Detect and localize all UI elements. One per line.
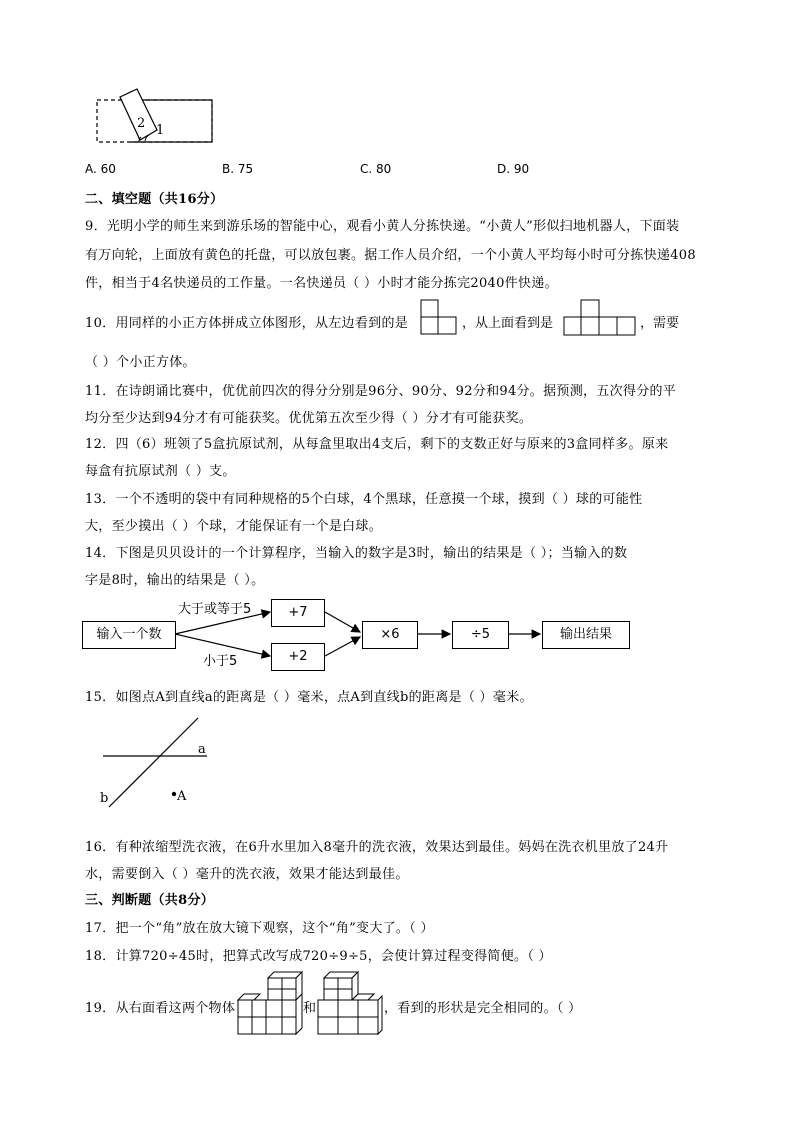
q17-line1: 17．把一个“角”放在放大镜下观察，这个“角”变大了。（ ） (85, 921, 434, 936)
flow-plus2-box: +2 (271, 643, 325, 671)
option-b: B. 75 (222, 162, 254, 176)
q12-line2: 每盒有抗原试剂（ ）支。 (85, 464, 236, 479)
section-heading-fill-in: 二、填空题（共16分） (85, 192, 224, 207)
flow-output-box: 输出结果 (542, 621, 630, 649)
cube-object-left (236, 970, 304, 1036)
q9-line1: 9．光明小学的师生来到游乐场的智能中心，观看小黄人分拣快递。“小黄人”形似扫地机器人，下面装 (85, 219, 680, 234)
angle-label-2: 2 (137, 116, 146, 131)
q9-line2: 有万向轮，上面放有黄色的托盘，可以放包裹。据工作人员介绍，一个小黄人平均每小时可分拣快递408 (85, 248, 696, 263)
section-heading-judge: 三、判断题（共8分） (85, 893, 215, 908)
line-b-label: b (100, 791, 109, 806)
flow-upper-label: 大于或等于5 (178, 602, 252, 617)
q18-line1: 18．计算720÷45时，把算式改写成720÷9÷5，会使计算过程变得简便。（ ） (85, 949, 552, 964)
q12-line1: 12．四（6）班领了5盒抗原试剂，从每盒里取出4支后，剩下的支数正好与原来的3盒同样多。原来 (85, 437, 669, 452)
q16-line2: 水，需要倒入（ ）毫升的洗衣液，效果才能达到最佳。 (85, 867, 409, 882)
cube-object-right (316, 970, 384, 1036)
q11-line2: 均分至少达到94分才有可能获奖。优优第五次至少得（ ）分才有可能获奖。 (85, 411, 533, 426)
q15-line1: 15．如图点A到直线a的距离是（ ）毫米，点A到直线b的距离是（ ）毫米。 (85, 690, 533, 705)
flow-lower-label: 小于5 (203, 654, 238, 669)
angle-label-1: 1 (156, 123, 165, 138)
q13-line1: 13．一个不透明的袋中有同种规格的5个白球，4个黑球，任意摸一个球，摸到（ ）球的可能性 (85, 492, 643, 507)
q14-line2: 字是8时，输出的结果是（ ）。 (85, 573, 265, 588)
flow-plus7-box: +7 (271, 599, 325, 627)
flow-div5-box: ÷5 (452, 621, 509, 649)
q19-line1-a: 19．从右面看这两个物体 (85, 1001, 236, 1016)
point-a-label: A (177, 789, 187, 804)
q11-line1: 11．在诗朗诵比赛中，优优前四次的得分分别是96分、90分、92分和94分。据预测，五次得分的平 (85, 384, 677, 399)
q10-line2: （ ）个小正方体。 (85, 355, 196, 370)
q13-line2: 大，至少摸出（ ）个球，才能保证有一个是白球。 (85, 519, 383, 534)
q19-and: 和 (303, 1001, 317, 1016)
q16-line1: 16．有种浓缩型洗衣液，在6升水里加入8毫升的洗衣液，效果达到最佳。妈妈在洗衣机里放了24升 (85, 840, 669, 855)
flow-times6-box: ×6 (362, 621, 418, 649)
flow-input-box: 输入一个数 (82, 621, 176, 649)
q9-line3: 件，相当于4名快递员的工作量。一名快递员（ ）小时才能分拣完2040件快递。 (85, 276, 558, 291)
q10-line1-b: ，从上面看到是 (462, 316, 554, 331)
q10-line1-a: 10．用同样的小正方体拼成立体图形，从左边看到的是 (85, 316, 409, 331)
option-c: C. 80 (360, 162, 392, 176)
q19-line1-b: ，看到的形状是完全相同的。（ ） (384, 1001, 582, 1016)
q14-line1: 14．下图是贝贝设计的一个计算程序，当输入的数字是3时，输出的结果是（ ）；当输入的数 (85, 546, 628, 561)
q10-line1-c: ，需要 (640, 316, 680, 331)
line-a-label: a (198, 742, 206, 757)
option-d: D. 90 (497, 162, 530, 176)
option-a: A. 60 (85, 162, 116, 176)
lines-figure (95, 715, 215, 810)
